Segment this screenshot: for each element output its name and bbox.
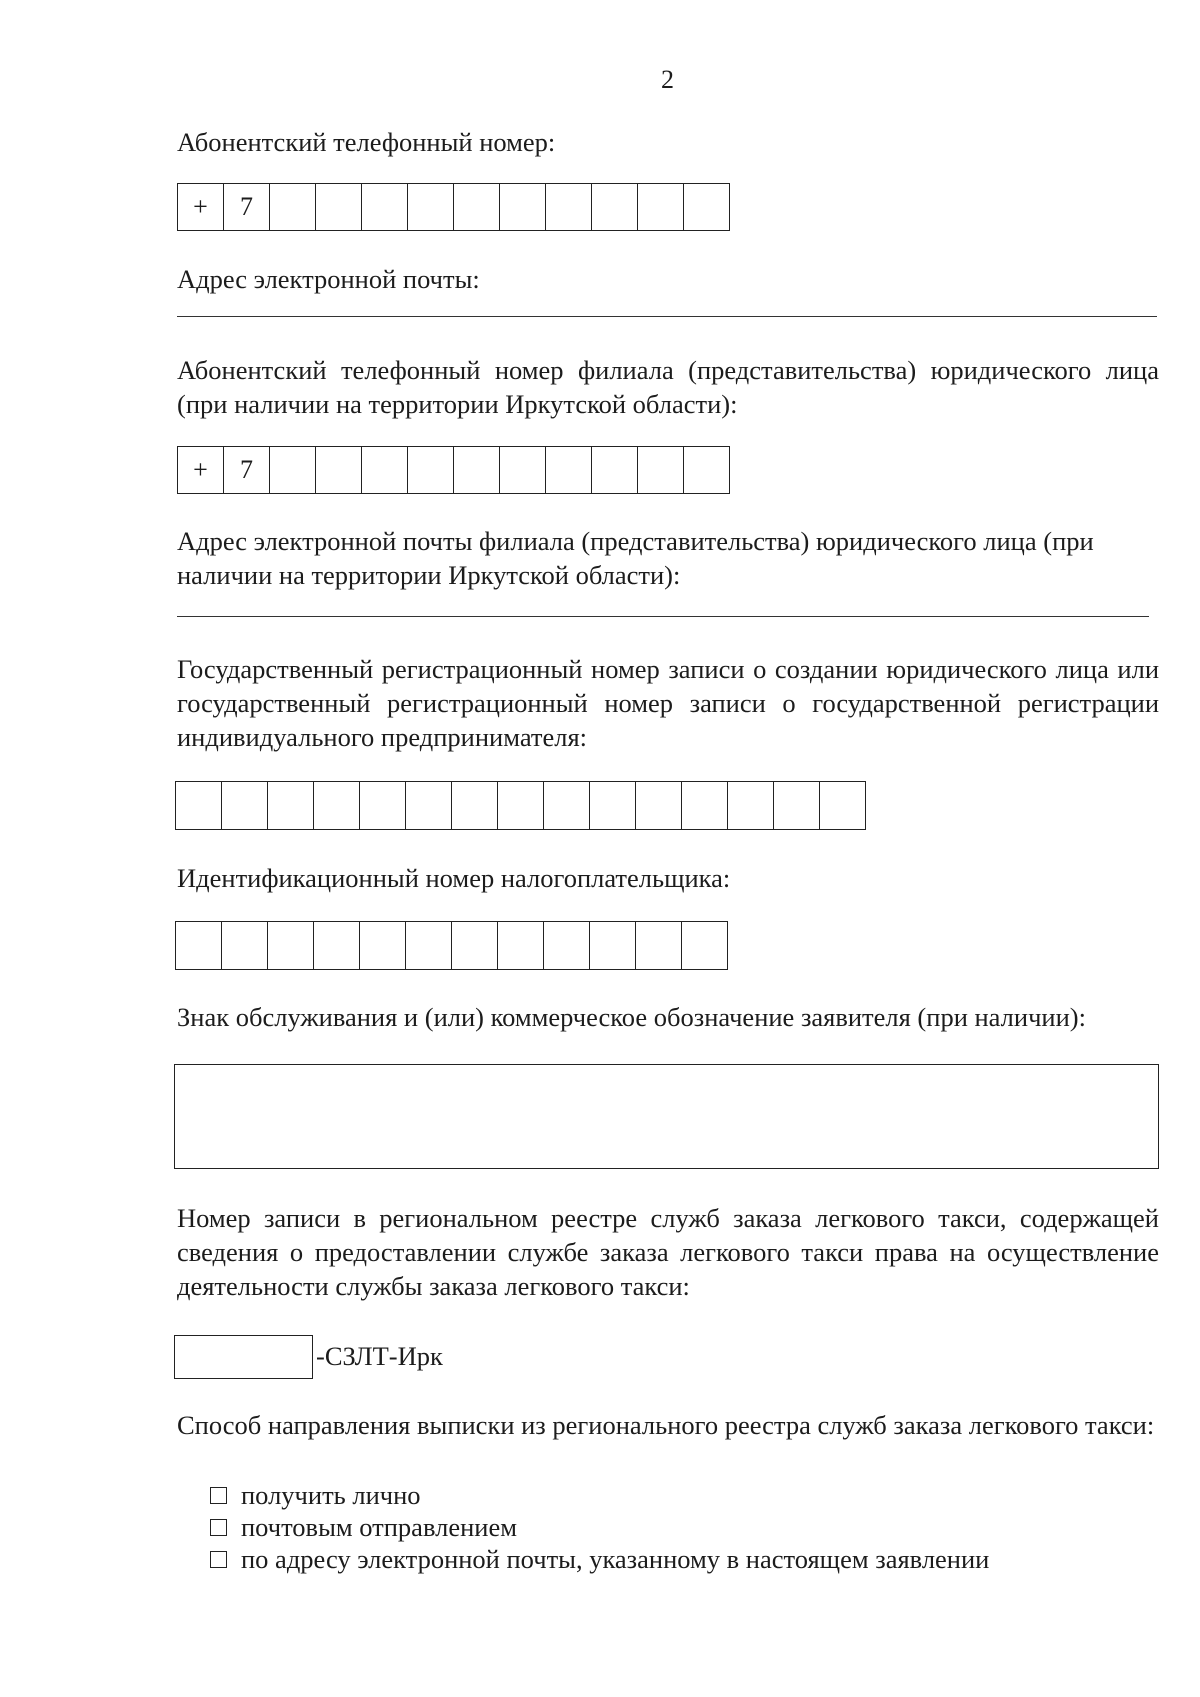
- phone-digit-cell[interactable]: [362, 184, 408, 230]
- ogrn-digit-cell[interactable]: [636, 782, 682, 829]
- branch-phone-prefix-code: 7: [224, 447, 270, 493]
- ogrn-digit-cell[interactable]: [728, 782, 774, 829]
- inn-cells[interactable]: [175, 921, 728, 970]
- ogrn-digit-cell[interactable]: [452, 782, 498, 829]
- branch-phone-prefix-plus: +: [178, 447, 224, 493]
- inn-label: Идентификационный номер налогоплательщика:: [177, 863, 731, 893]
- checkbox-icon[interactable]: [210, 1519, 227, 1536]
- inn-digit-cell[interactable]: [452, 922, 498, 969]
- phone-digit-cell[interactable]: [684, 184, 730, 230]
- email-field[interactable]: [177, 316, 1157, 317]
- ogrn-digit-cell[interactable]: [498, 782, 544, 829]
- inn-digit-cell[interactable]: [682, 922, 728, 969]
- ogrn-digit-cell[interactable]: [268, 782, 314, 829]
- phone-digit-cell[interactable]: [500, 184, 546, 230]
- branch-phone-digit-cell[interactable]: [546, 447, 592, 493]
- delivery-option-email[interactable]: [210, 1543, 989, 1575]
- delivery-option-label: по адресу электронной почты, указанному в настоящем заявлении: [241, 1543, 990, 1574]
- phone-digit-cell[interactable]: [454, 184, 500, 230]
- inn-digit-cell[interactable]: [176, 922, 222, 969]
- phone-digit-cell[interactable]: [408, 184, 454, 230]
- branch-phone-cells[interactable]: [177, 446, 730, 494]
- phone-cells[interactable]: [177, 183, 730, 231]
- branch-phone-label: Абонентский телефонный номер филиала (представительства) юридического лица (при наличии на территории Иркутской области):: [177, 355, 1159, 419]
- phone-label: Абонентский телефонный номер:: [177, 127, 556, 157]
- branch-email-label: Адрес электронной почты филиала (представительства) юридического лица (при наличии на территории Иркутской области):: [177, 526, 1094, 590]
- branch-phone-digit-cell[interactable]: [592, 447, 638, 493]
- inn-digit-cell[interactable]: [636, 922, 682, 969]
- registry-number-input[interactable]: [174, 1335, 313, 1379]
- phone-digit-cell[interactable]: [316, 184, 362, 230]
- phone-digit-cell[interactable]: [592, 184, 638, 230]
- branch-phone-digit-cell[interactable]: [638, 447, 684, 493]
- inn-digit-cell[interactable]: [406, 922, 452, 969]
- delivery-option-label: получить лично: [241, 1479, 421, 1510]
- phone-prefix-plus: +: [178, 184, 224, 230]
- phone-digit-cell[interactable]: [546, 184, 592, 230]
- delivery-option-mail[interactable]: [210, 1511, 989, 1543]
- delivery-options: [210, 1479, 989, 1575]
- ogrn-digit-cell[interactable]: [176, 782, 222, 829]
- delivery-option-in-person[interactable]: [210, 1479, 989, 1511]
- ogrn-label: Государственный регистрационный номер записи о создании юридического лица или государственный регистрационный номер записи о государственной регистрации индивидуального предпринимателя:: [177, 654, 1159, 752]
- ogrn-digit-cell[interactable]: [590, 782, 636, 829]
- branch-phone-digit-cell[interactable]: [362, 447, 408, 493]
- branch-email-field[interactable]: [177, 616, 1149, 617]
- ogrn-digit-cell[interactable]: [820, 782, 866, 829]
- registry-number-label: Номер записи в региональном реестре служб заказа легкового такси, содержащей сведения о предоставлении службе заказа легкового такси права на осуществление деятельности службы заказа легкового такси:: [177, 1203, 1159, 1301]
- email-label: Адрес электронной почты:: [177, 264, 480, 294]
- page-number: 2: [661, 65, 674, 94]
- registry-number-suffix: -СЗЛТ-Ирк: [316, 1341, 443, 1371]
- trademark-textbox[interactable]: [174, 1064, 1159, 1169]
- phone-digit-cell[interactable]: [638, 184, 684, 230]
- ogrn-digit-cell[interactable]: [406, 782, 452, 829]
- branch-phone-digit-cell[interactable]: [500, 447, 546, 493]
- inn-digit-cell[interactable]: [222, 922, 268, 969]
- branch-phone-digit-cell[interactable]: [408, 447, 454, 493]
- inn-digit-cell[interactable]: [360, 922, 406, 969]
- ogrn-digit-cell[interactable]: [314, 782, 360, 829]
- checkbox-icon[interactable]: [210, 1551, 227, 1568]
- trademark-label: Знак обслуживания и (или) коммерческое обозначение заявителя (при наличии):: [177, 1002, 1086, 1032]
- inn-digit-cell[interactable]: [268, 922, 314, 969]
- inn-digit-cell[interactable]: [498, 922, 544, 969]
- ogrn-digit-cell[interactable]: [544, 782, 590, 829]
- ogrn-cells[interactable]: [175, 781, 866, 830]
- phone-prefix-code: 7: [224, 184, 270, 230]
- checkbox-icon[interactable]: [210, 1487, 227, 1504]
- branch-phone-digit-cell[interactable]: [270, 447, 316, 493]
- delivery-method-label: Способ направления выписки из регионального реестра служб заказа легкового такси:: [177, 1410, 1155, 1440]
- delivery-option-label: почтовым отправлением: [241, 1511, 517, 1542]
- branch-phone-digit-cell[interactable]: [454, 447, 500, 493]
- ogrn-digit-cell[interactable]: [682, 782, 728, 829]
- phone-digit-cell[interactable]: [270, 184, 316, 230]
- branch-phone-digit-cell[interactable]: [684, 447, 730, 493]
- branch-phone-digit-cell[interactable]: [316, 447, 362, 493]
- inn-digit-cell[interactable]: [544, 922, 590, 969]
- ogrn-digit-cell[interactable]: [222, 782, 268, 829]
- ogrn-digit-cell[interactable]: [774, 782, 820, 829]
- ogrn-digit-cell[interactable]: [360, 782, 406, 829]
- inn-digit-cell[interactable]: [314, 922, 360, 969]
- inn-digit-cell[interactable]: [590, 922, 636, 969]
